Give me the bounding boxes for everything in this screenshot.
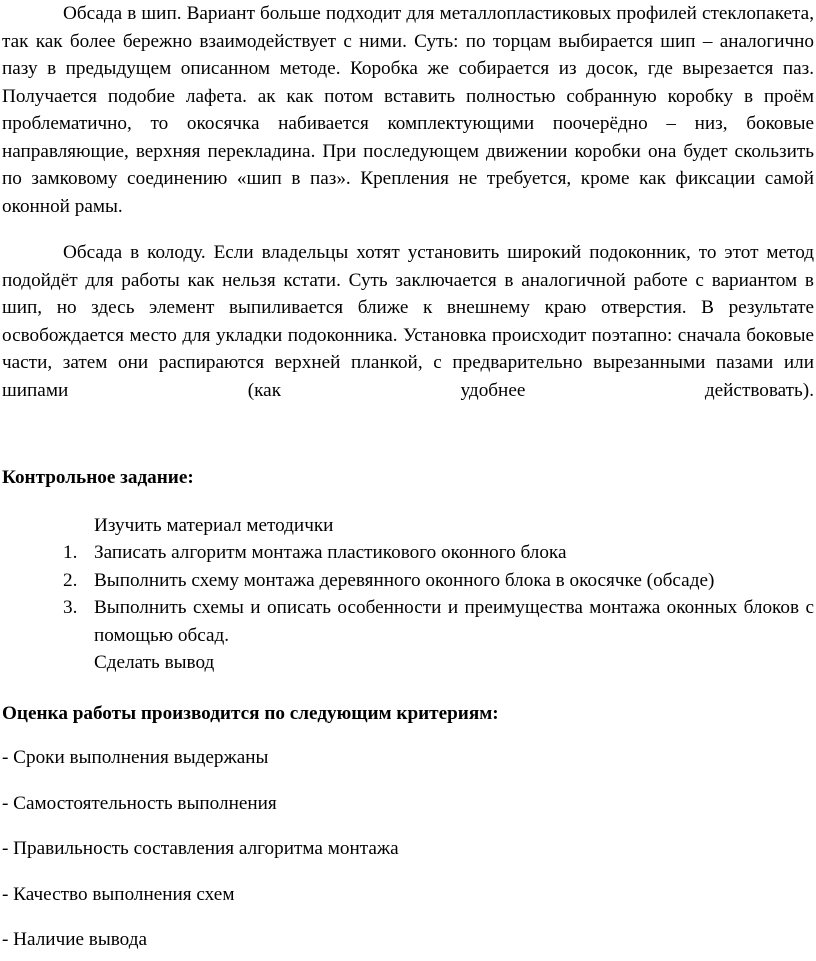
task-item [2, 512, 814, 540]
task-item-text: Изучить материал методички [94, 514, 334, 536]
task-item-number: 1. [63, 542, 78, 563]
evaluation-heading: Оценка работы производится по следующим критериям: [2, 702, 499, 724]
criteria-list [2, 744, 814, 954]
criteria-item: - Наличие вывода [2, 929, 148, 950]
task-item [2, 539, 814, 567]
task-item-text: Записать алгоритм монтажа пластикового оконного блока [94, 542, 567, 563]
task-item-number: 2. [63, 569, 78, 591]
paragraph-tenon-casing: Обсада в шип. Вариант больше подходит для металлопластиковых профилей стеклопакета, так как более бережно взаимодействует с ними. Суть: по торцам выбирается шип – аналогично пазу в предыдущем описанном методе. Коробка же собирается из досок, где вырезается паз. Получается подобие лафета. ак как потом вставить полностью собранную коробку в проём проблематично, то окосячка набивается комплектующими поочерёдно – низ, боковые направляющие, верхняя перекладина. При последующем движении коробки она будет скользить по замковому соединению «шип в паз». Крепления не требуется, кроме как фиксации самой оконной рамы. [2, 3, 814, 217]
paragraph-block-casing: Обсада в колоду. Если владельцы хотят установить широкий подоконник, то этот метод подойдёт для работы как нельзя кстати. Суть заключается в аналогичной работе с вариантом в шип, но здесь элемент выпиливается ближе к внешнему краю отверстия. В результате освобождается место для укладки подоконника. Установка происходит поэтапно: сначала боковые части, затем они распираются верхней планкой, с предварительно вырезанными пазами или шипами (как удобнее действовать). [2, 242, 814, 401]
criteria-item: - Сроки выполнения выдержаны [2, 747, 269, 768]
criteria-item: - Качество выполнения схем [2, 883, 235, 905]
task-item-number: 3. [63, 597, 78, 618]
criteria-item: - Самостоятельность выполнения [2, 792, 277, 814]
task-item [2, 567, 814, 595]
task-item-text: Выполнить схему монтажа деревянного оконного блока в окосячке (обсаде) [94, 569, 715, 591]
task-list [2, 512, 814, 677]
task-item [2, 649, 814, 677]
task-item-text: Выполнить схемы и описать особенности и преимущества монтажа оконных блоков с помощью обсад. [94, 597, 814, 646]
criteria-item: - Правильность составления алгоритма монтажа [2, 838, 399, 859]
task-item [2, 594, 814, 649]
task-heading: Контрольное задание: [2, 467, 194, 488]
task-item-text: Сделать вывод [94, 652, 215, 673]
